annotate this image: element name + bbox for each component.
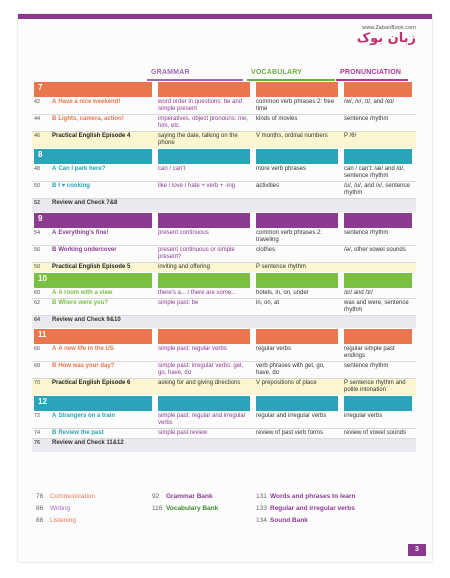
unit-bar-segment [256, 82, 338, 97]
vocabulary-cell: more verb phrases [254, 165, 342, 182]
lesson-row[interactable] [32, 229, 416, 246]
pronunciation-cell [342, 262, 416, 272]
lesson-letter: A [52, 413, 57, 419]
lesson-title: Review and Check 7&8 [52, 200, 118, 206]
grammar-cell: simple past: be [156, 298, 254, 315]
contents-table [32, 81, 416, 452]
pronunciation-cell: can / can't: /æ/ and /ɑ/, sentence rhythm [342, 165, 416, 182]
pronunciation-cell: P sentence rhythm and polite intonation [342, 379, 416, 396]
vocabulary-cell: kinds of movies [254, 115, 342, 132]
lesson-title-cell [50, 289, 156, 299]
vocabulary-cell: in, on, at [254, 298, 342, 315]
vocabulary-cell: common verb phrases 2: free time [254, 98, 342, 115]
index-column [152, 493, 218, 517]
vocabulary-cell: V months, ordinal numbers [254, 132, 342, 149]
lesson-title-cell [50, 439, 156, 452]
lesson-row[interactable] [32, 115, 416, 132]
lesson-row[interactable] [32, 362, 416, 379]
lesson-row[interactable] [32, 165, 416, 182]
page-ref: 64 [32, 315, 50, 328]
review-row[interactable] [32, 439, 416, 452]
vocabulary-cell: V prepositions of place [254, 379, 342, 396]
lesson-title-cell [50, 412, 156, 429]
lesson-row[interactable] [32, 98, 416, 115]
page-ref: 72 [32, 412, 50, 429]
lesson-title: Working undercover [58, 246, 117, 253]
page-ref: 62 [32, 298, 50, 315]
pronunciation-cell: sentence rhythm [342, 115, 416, 132]
unit-9-header [32, 212, 416, 229]
page-ref: 58 [32, 262, 50, 272]
lesson-title-cell [50, 98, 156, 115]
unit-7-header [32, 81, 416, 98]
index-column [256, 493, 355, 529]
lesson-title-cell [50, 115, 156, 132]
lesson-title: Strangers on a train [58, 413, 116, 419]
grammar-header: GRAMMAR [151, 69, 190, 76]
lesson-row[interactable] [32, 345, 416, 362]
index-entry[interactable] [152, 493, 218, 505]
lesson-row[interactable] [32, 429, 416, 439]
lesson-title: A room with a view [58, 289, 113, 296]
lesson-letter: A [52, 166, 57, 172]
vocabulary-cell [254, 315, 342, 328]
unit-bar-segment [158, 82, 250, 97]
lesson-title: I ♥ cooking [58, 183, 90, 189]
lesson-letter: A [52, 229, 57, 236]
unit-bar-segment [256, 273, 338, 288]
lesson-letter: B [52, 363, 57, 369]
pronunciation-cell [342, 199, 416, 212]
pronunciation-cell: sentence rhythm [342, 229, 416, 246]
pronunciation-cell: /ə/, other vowel sounds [342, 245, 416, 262]
lesson-title: Review and Check 9&10 [52, 316, 121, 323]
vocabulary-cell: hotels, in, on, under [254, 289, 342, 299]
index-entry[interactable] [36, 517, 95, 529]
grammar-cell: present continuous or simple present? [156, 245, 254, 262]
grammar-cell: simple past: regular and irregular verbs [156, 412, 254, 429]
vocabulary-cell: P sentence rhythm [254, 262, 342, 272]
page-ref: 74 [32, 429, 50, 439]
pronunciation-cell: irregular verbs [342, 412, 416, 429]
grammar-cell: imperatives, object pronouns: me, him, etc. [156, 115, 254, 132]
index-page: 86 [36, 505, 44, 512]
page-ref: 42 [32, 98, 50, 115]
unit-bar-segment [344, 82, 412, 97]
unit-bar-segment [158, 329, 250, 344]
lesson-title-cell [50, 229, 156, 246]
vocabulary-cell: activities [254, 182, 342, 199]
pronunciation-cell: was and were, sentence rhythm [342, 298, 416, 315]
lesson-title-cell [50, 165, 156, 182]
lesson-title: Practical English Episode 5 [52, 263, 131, 270]
unit-number: 12 [34, 396, 152, 411]
unit-bar-segment [344, 273, 412, 288]
lesson-title: Everything's fine! [58, 229, 109, 236]
grammar-cell [156, 315, 254, 328]
index-title: Communication [50, 493, 96, 500]
index-page: 133 [256, 505, 267, 512]
index-title: Listening [50, 517, 77, 524]
unit-bar-segment [158, 149, 250, 164]
lesson-title: Practical English Episode 6 [52, 380, 131, 386]
review-row[interactable] [32, 315, 416, 328]
grammar-cell: saying the date, talking on the phone [156, 132, 254, 149]
lesson-title-cell [50, 429, 156, 439]
pronunciation-cell: sentence rhythm [342, 362, 416, 379]
review-row[interactable] [32, 199, 416, 212]
grammar-cell [156, 199, 254, 212]
index-page: 116 [152, 505, 163, 512]
logo-url: www.ZabanBook.com [361, 25, 416, 31]
grammar-cell: there's a... / there are some... [156, 289, 254, 299]
vocabulary-cell: regular and irregular verbs [254, 412, 342, 429]
vocabulary-cell: common verb phrases 2: traveling [254, 229, 342, 246]
lesson-title-cell [50, 199, 156, 212]
vocabulary-cell [254, 439, 342, 452]
lesson-letter: A [52, 289, 57, 296]
unit-bar-segment [344, 329, 412, 344]
lesson-title: A new life in the US [58, 346, 114, 352]
grammar-cell: inviting and offering [156, 262, 254, 272]
lesson-title-cell [50, 362, 156, 379]
page-ref: 76 [32, 439, 50, 452]
contents-page [18, 14, 432, 562]
index-entry[interactable] [256, 505, 355, 517]
page-ref: 66 [32, 345, 50, 362]
unit-bar-segment [256, 149, 338, 164]
lesson-title-cell [50, 132, 156, 149]
index-page: 78 [36, 493, 44, 500]
vocabulary-cell: clothes [254, 245, 342, 262]
index-entry[interactable] [36, 505, 95, 517]
page-ref: 52 [32, 199, 50, 212]
logo-text: زبان بوک [356, 31, 416, 46]
lesson-title: Lights, camera, action! [58, 116, 124, 122]
vocabulary-cell [254, 199, 342, 212]
index-page: 134 [256, 517, 267, 524]
unit-number: 11 [34, 329, 152, 344]
lesson-letter: A [52, 346, 57, 352]
lesson-row[interactable] [32, 412, 416, 429]
grammar-cell: can / can't [156, 165, 254, 182]
lesson-title-cell [50, 298, 156, 315]
vocabulary-cell: review of past verb forms [254, 429, 342, 439]
page-number: 3 [408, 544, 426, 556]
lesson-title: How was your day? [58, 363, 115, 369]
unit-number: 7 [34, 82, 152, 97]
vocabulary-cell: verb phrases with get, go, have, do [254, 362, 342, 379]
lesson-letter: B [52, 246, 57, 253]
unit-bar-segment [256, 213, 338, 228]
unit-12-header [32, 395, 416, 412]
lesson-row[interactable] [32, 289, 416, 299]
lesson-title-cell [50, 182, 156, 199]
grammar-cell: asking for and giving directions [156, 379, 254, 396]
pronunciation-cell [342, 439, 416, 452]
pronunciation-cell: /w/, /v/, /ɪ/, and /eɪ/ [342, 98, 416, 115]
index-entry[interactable] [36, 493, 95, 505]
unit-bar-segment [344, 213, 412, 228]
grammar-cell: like / love / hate + verb + -ing [156, 182, 254, 199]
lesson-title: Have a nice weekend! [58, 99, 121, 105]
index-page: 131 [256, 493, 267, 500]
index-title: Words and phrases to learn [270, 493, 356, 500]
unit-bar-segment [344, 396, 412, 411]
unit-11-header [32, 328, 416, 345]
lesson-title: Review and Check 11&12 [52, 440, 124, 446]
index-title: Vocabulary Bank [166, 505, 219, 512]
practical-english-row[interactable] [32, 379, 416, 396]
index-title: Grammar Bank [166, 493, 213, 500]
index-page: 92 [152, 493, 160, 500]
lesson-title-cell [50, 345, 156, 362]
index-page: 88 [36, 517, 44, 524]
lesson-letter: B [52, 116, 57, 122]
zabanbook-logo [316, 25, 416, 61]
grammar-cell: present continuous [156, 229, 254, 246]
pronunciation-cell: /ɛr/ and /ɪr/ [342, 289, 416, 299]
practical-english-row[interactable] [32, 132, 416, 149]
pronunciation-cell: regular simple past endings [342, 345, 416, 362]
lesson-title: Where were you? [58, 299, 109, 306]
grammar-cell: simple past: irregular verbs: get, go, have, do [156, 362, 254, 379]
unit-bar-segment [158, 213, 250, 228]
unit-8-header [32, 148, 416, 165]
pronunciation-cell: /ʊ/, /u/, and /ʌ/, sentence rhythm [342, 182, 416, 199]
index-title: Sound Bank [270, 517, 308, 524]
page-ref: 70 [32, 379, 50, 396]
unit-bar-segment [158, 273, 250, 288]
vocabulary-cell: regular verbs [254, 345, 342, 362]
unit-bar-segment [344, 149, 412, 164]
practical-english-row[interactable] [32, 262, 416, 272]
lesson-row[interactable] [32, 298, 416, 315]
pronunciation-cell [342, 315, 416, 328]
lesson-title: Practical English Episode 4 [52, 133, 131, 139]
page-ref: 56 [32, 245, 50, 262]
page-ref: 60 [32, 289, 50, 299]
page-ref: 54 [32, 229, 50, 246]
lesson-row[interactable] [32, 245, 416, 262]
unit-number: 8 [34, 149, 152, 164]
grammar-cell: simple past review [156, 429, 254, 439]
page-ref: 46 [32, 132, 50, 149]
lesson-title-cell [50, 262, 156, 272]
unit-number: 10 [34, 273, 152, 288]
lesson-letter: A [52, 99, 57, 105]
index-entry[interactable] [256, 517, 355, 529]
lesson-title: Can I park here? [58, 166, 106, 172]
page-ref: 44 [32, 115, 50, 132]
lesson-row[interactable] [32, 182, 416, 199]
lesson-title: Review the past [58, 430, 104, 436]
lesson-title-cell [50, 379, 156, 396]
page-ref: 68 [32, 362, 50, 379]
unit-10-header [32, 272, 416, 289]
index-entry[interactable] [152, 505, 218, 517]
index-title: Regular and irregular verbs [270, 505, 355, 512]
index-column [36, 493, 95, 529]
grammar-cell: word order in questions: be and simple present [156, 98, 254, 115]
lesson-title-cell [50, 315, 156, 328]
pronunciation-cell: review of vowel sounds [342, 429, 416, 439]
lesson-letter: B [52, 430, 57, 436]
lesson-title-cell [50, 245, 156, 262]
pronunciation-cell: P /θ/ [342, 132, 416, 149]
page-ref: 48 [32, 165, 50, 182]
grammar-cell [156, 439, 254, 452]
index-entry[interactable] [256, 493, 355, 505]
pronunciation-header: PRONUNCIATION [340, 69, 401, 76]
vocabulary-header: VOCABULARY [251, 69, 302, 76]
page-ref: 50 [32, 182, 50, 199]
unit-number: 9 [34, 213, 152, 228]
unit-bar-segment [158, 396, 250, 411]
lesson-letter: B [52, 183, 57, 189]
index-title: Writing [50, 505, 71, 512]
unit-bar-segment [256, 329, 338, 344]
unit-bar-segment [256, 396, 338, 411]
grammar-cell: simple past: regular verbs [156, 345, 254, 362]
lesson-letter: B [52, 299, 57, 306]
